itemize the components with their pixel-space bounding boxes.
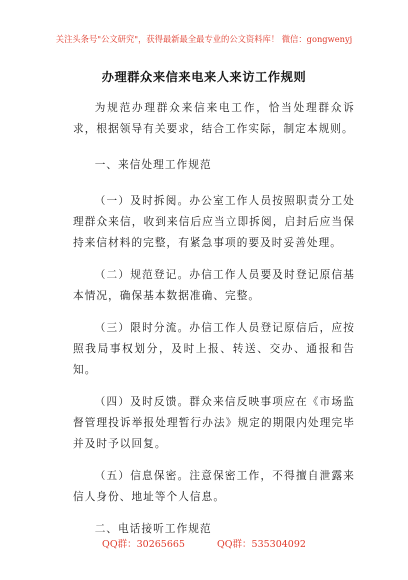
document-title: 办理群众来信来电来人来访工作规则 bbox=[101, 70, 307, 84]
document-body bbox=[73, 98, 355, 540]
footer-contact bbox=[0, 536, 408, 550]
footer-qq-group-2: QQ群：535304092 bbox=[216, 539, 306, 550]
header-banner: 关注头条号"公文研究"，获得最新最全最专业的公文资料库！ 微信：gongwenyj bbox=[55, 34, 353, 44]
paragraph-registration: （二）规范登记。办信工作人员要及时登记原信基本情况，确保基本数据准确、完整。 bbox=[73, 269, 355, 302]
paragraph-feedback: （四）及时反馈。群众来信反映事项应在《市场监督管理投诉举报处理暂行办法》规定的期限内处理完毕并及时予以回复。 bbox=[73, 396, 355, 450]
intro-paragraph: 为规范办理群众来信来电工作，恰当处理群众诉求，根据领导有关要求，结合工作实际，制定本规则。 bbox=[73, 102, 355, 135]
footer-qq-group-1: QQ群：30265665 bbox=[102, 539, 185, 550]
section-heading-letters: 一、来信处理工作规范 bbox=[94, 159, 212, 171]
paragraph-confidentiality: （五）信息保密。注意保密工作，不得擅自泄露来信人身份、地址等个人信息。 bbox=[73, 470, 355, 503]
paragraph-timely-opening: （一）及时拆阅。办公室工作人员按照职责分工处理群众来信，收到来信后应当立即拆阅，启封后应当保持来信材料的完整，有紧急事项的要及时妥善处理。 bbox=[73, 195, 355, 249]
paragraph-distribution: （三）限时分流。办信工作人员登记原信后，应按照我局事权划分，及时上报、转送、交办、通报和告知。 bbox=[73, 322, 355, 376]
section-heading-phone: 二、电话接听工作规范 bbox=[94, 523, 212, 535]
